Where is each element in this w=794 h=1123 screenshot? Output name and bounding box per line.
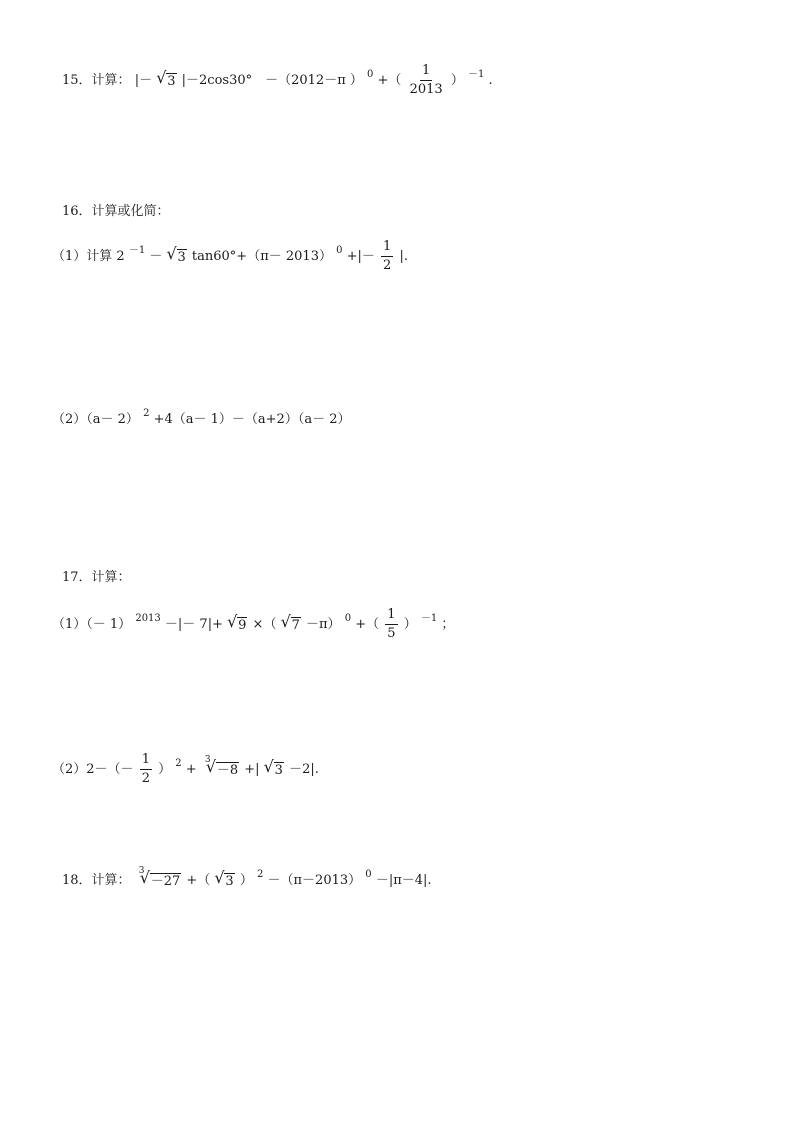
problem-18 bbox=[62, 866, 432, 889]
part-text: tan60°+（π－ 2013） bbox=[191, 248, 332, 264]
problem-18-label: 18．计算： bbox=[62, 873, 131, 888]
cube-root-radical: √ 3 －8 bbox=[207, 762, 239, 777]
part-text: －2|. bbox=[289, 761, 319, 777]
problem-16-part-1 bbox=[52, 240, 408, 272]
numerator: 1 bbox=[420, 64, 432, 81]
denominator: 2 bbox=[383, 257, 392, 273]
problem-15-text: +（ bbox=[377, 72, 402, 88]
problem-15-text: |－ bbox=[134, 72, 153, 88]
part-text: ； bbox=[441, 616, 455, 632]
numerator: 1 bbox=[140, 753, 152, 770]
problem-16-heading bbox=[62, 205, 170, 218]
problem-17-part-2 bbox=[52, 753, 319, 785]
problem-18-text: －（π－2013） bbox=[267, 873, 362, 888]
part-text: +（ bbox=[355, 616, 380, 632]
sqrt-radical: √ 9 bbox=[228, 617, 247, 632]
exponent: －1 bbox=[467, 68, 485, 80]
problem-18-text: ） bbox=[239, 873, 253, 888]
part-text: ） bbox=[403, 616, 417, 632]
problem-16-part-2 bbox=[52, 408, 351, 427]
problem-16-label: 16．计算或化简： bbox=[62, 204, 170, 219]
denominator: 2 bbox=[141, 770, 150, 786]
part-text: －|－ 7|+ bbox=[164, 616, 223, 632]
denominator: 5 bbox=[387, 625, 396, 641]
exponent: －1 bbox=[420, 612, 438, 624]
problem-17-label: 17．计算： bbox=[62, 570, 131, 585]
exponent: 2013 bbox=[135, 612, 161, 624]
exponent: 0 bbox=[367, 68, 374, 80]
exponent: 0 bbox=[336, 244, 343, 256]
problem-15 bbox=[62, 64, 493, 96]
exponent: 2 bbox=[143, 408, 150, 419]
problem-17-part-1 bbox=[52, 608, 454, 640]
part-text: （2）（a－ 2） bbox=[52, 412, 139, 427]
exponent: 0 bbox=[344, 612, 352, 624]
part-text: － bbox=[149, 248, 163, 264]
part-text: |. bbox=[399, 248, 408, 264]
part-text: +4（a－ 1）－（a+2）（a－ 2） bbox=[153, 412, 351, 427]
part-text: + bbox=[185, 761, 197, 777]
fraction bbox=[381, 240, 393, 272]
part-text: ×（ bbox=[252, 616, 277, 632]
exponent: －1 bbox=[128, 244, 146, 256]
part-text: +| bbox=[244, 761, 260, 777]
problem-18-text: －|π－4|. bbox=[375, 873, 432, 888]
fraction bbox=[408, 64, 445, 96]
root-index: √ 3 bbox=[138, 866, 145, 876]
sqrt-radical: √ 3 bbox=[168, 249, 187, 264]
sqrt-radical: √ 3 bbox=[157, 73, 176, 88]
problem-15-text: . bbox=[488, 72, 493, 88]
problem-18-text: +（ bbox=[186, 873, 211, 888]
part-text: （2）2－（－ bbox=[52, 761, 134, 777]
part-text: +|－ bbox=[346, 248, 375, 264]
part-text: （1）计算 2 bbox=[52, 248, 125, 264]
sqrt-radical: √ 7 bbox=[282, 617, 301, 632]
part-text: －π） bbox=[306, 616, 341, 632]
problem-15-text: ） bbox=[450, 72, 464, 88]
problem-15-label: 15．计算： bbox=[62, 72, 131, 88]
fraction bbox=[140, 753, 152, 785]
numerator: 1 bbox=[381, 240, 393, 257]
exponent: 0 bbox=[365, 869, 372, 880]
cube-root-radical: √ 3 －27 bbox=[141, 873, 182, 888]
part-text: ） bbox=[158, 761, 172, 777]
sqrt-radical: √ 3 bbox=[215, 873, 234, 888]
denominator: 2013 bbox=[409, 81, 443, 97]
part-text: （1）（－ 1） bbox=[52, 616, 132, 632]
problem-17-heading bbox=[62, 571, 131, 584]
numerator: 1 bbox=[385, 608, 397, 625]
problem-15-text: |－2cos30° －（2012－π ） bbox=[181, 72, 363, 88]
exponent: 2 bbox=[175, 757, 182, 769]
exponent: 2 bbox=[257, 869, 264, 880]
root-index: √ 3 bbox=[204, 754, 211, 765]
sqrt-radical: √ 3 bbox=[265, 762, 284, 777]
fraction bbox=[385, 608, 397, 640]
